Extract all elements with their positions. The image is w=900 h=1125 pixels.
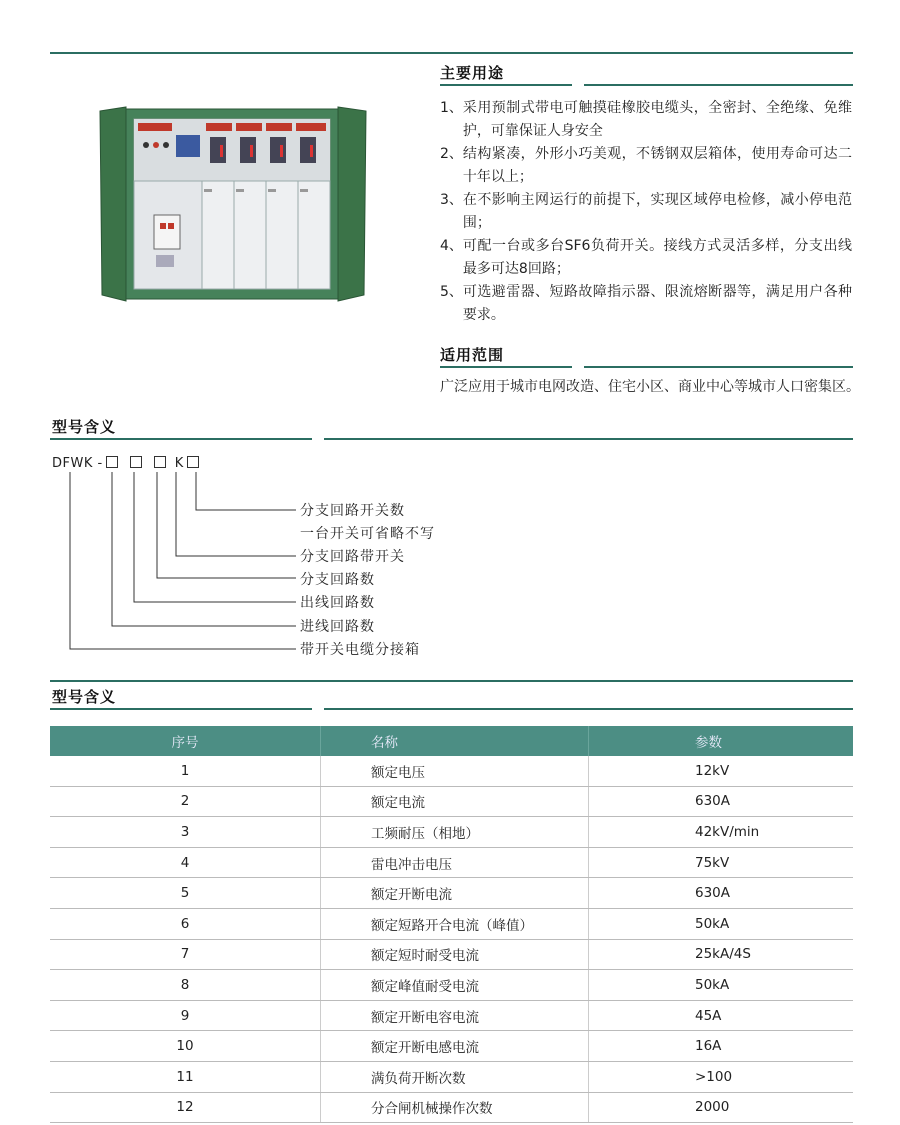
- table-row: 1 额定电压 12kV: [50, 756, 853, 786]
- table-row: 10 额定开断电感电流 16A: [50, 1031, 853, 1062]
- table-section-rule: [50, 680, 853, 682]
- scope-text: 广泛应用于城市电网改造、住宅小区、商业中心等城市人口密集区。: [440, 379, 860, 395]
- params-table: [50, 726, 853, 1123]
- header-name: 名称: [321, 726, 589, 756]
- model-code-letter: K: [174, 456, 184, 471]
- table-row: 7 额定短时耐受电流 25kA/4S: [50, 939, 853, 970]
- model-label-branch-with-switch: 分支回路带开关: [300, 549, 405, 565]
- model-label-box-type: 带开关电缆分接箱: [300, 642, 420, 658]
- table-row: 5 额定开断电流 630A: [50, 878, 853, 909]
- header-value: 参数: [589, 726, 854, 756]
- table-title: 型号含义: [52, 688, 117, 706]
- table-row: 4 雷电冲击电压 75kV: [50, 847, 853, 878]
- header-index: 序号: [50, 726, 321, 756]
- model-label-outgoing-count: 出线回路数: [300, 595, 375, 611]
- list-item: 3、 在不影响主网运行的前提下，实现区域停电检修，减小停电范围；: [440, 192, 852, 231]
- model-label-incoming-count: 进线回路数: [300, 619, 375, 635]
- scope-title: 适用范围: [440, 346, 505, 364]
- model-code-prefix: DFWK -: [52, 456, 103, 471]
- model-label-branch-count: 分支回路数: [300, 572, 375, 588]
- list-item: 1、 采用预制式带电可触摸硅橡胶电缆头，全密封、全绝缘、免维护，可靠保证人身安全: [440, 100, 852, 139]
- table-header-row: [50, 726, 853, 756]
- table-row: 11 满负荷开断次数 >100: [50, 1061, 853, 1092]
- table-row: 2 额定电流 630A: [50, 786, 853, 817]
- model-label-branch-switch-count: 分支回路开关数: [300, 503, 405, 519]
- table-row: 3 工频耐压（相地） 42kV/min: [50, 817, 853, 848]
- table-row: 12 分合闸机械操作次数 2000: [50, 1092, 853, 1123]
- list-item: 4、 可配一台或多台SF6负荷开关。接线方式灵活多样，分支出线最多可达8回路；: [440, 238, 852, 277]
- table-row: 8 额定峰值耐受电流 50kA: [50, 970, 853, 1001]
- uses-title: 主要用途: [440, 64, 505, 82]
- model-label-single-switch-note: 一台开关可省略不写: [300, 526, 435, 542]
- list-item: 5、 可选避雷器、短路故障指示器、限流熔断器等，满足用户各种要求。: [440, 284, 852, 323]
- table-row: 6 额定短路开合电流（峰值） 50kA: [50, 908, 853, 939]
- table-title-underline: [50, 708, 312, 710]
- table-row: 9 额定开断电容电流 45A: [50, 1000, 853, 1031]
- model-title: 型号含义: [52, 418, 117, 436]
- table-title-rule: [324, 708, 853, 710]
- list-item: 2、 结构紧凑，外形小巧美观，不锈钢双层箱体，使用寿命可达二十年以上；: [440, 146, 852, 185]
